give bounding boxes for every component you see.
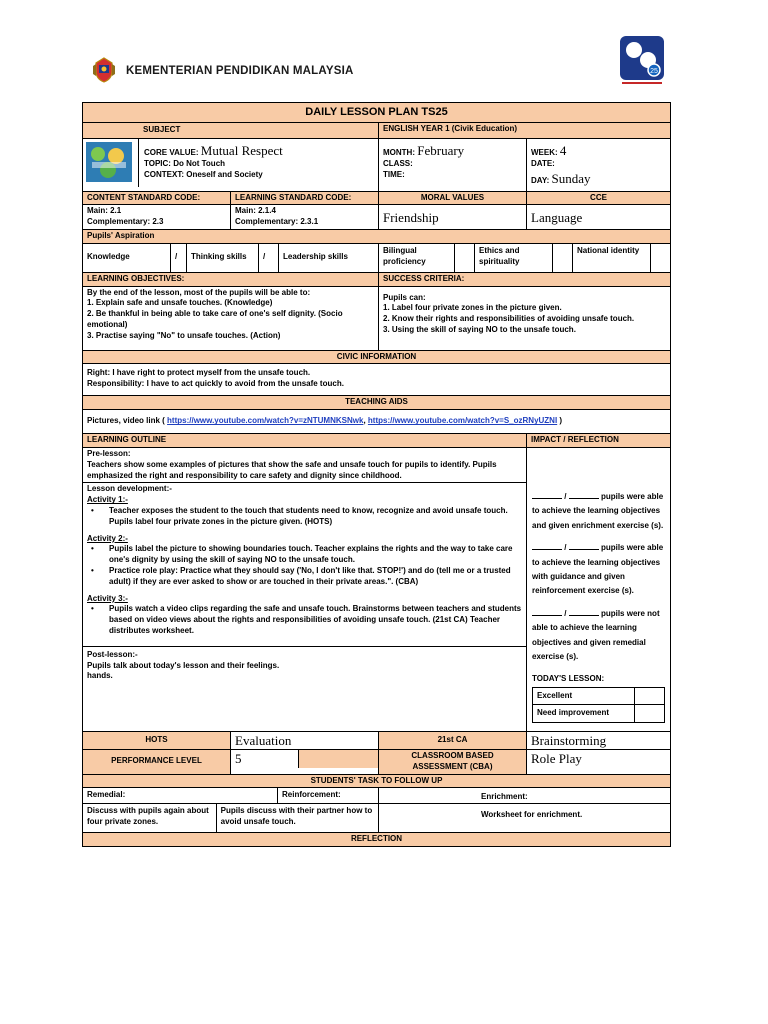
core-value-label: CORE VALUE: <box>144 147 199 157</box>
subject-label: SUBJECT <box>143 125 181 134</box>
moral-value: Friendship <box>383 209 439 225</box>
aspiration-thinking: Thinking skills <box>187 244 259 272</box>
impact-slash: / <box>564 492 567 502</box>
lesson-plan-table <box>82 102 671 847</box>
success-criteria-label: SUCCESS CRITERIA: <box>379 272 671 286</box>
activity-2-label: Activity 2:- <box>87 533 128 543</box>
todays-lesson-label: TODAY'S LESSON: <box>532 674 605 684</box>
activity-3-item: • Pupils watch a video clips regarding the safe and unsafe touch. Brainstorms between teachers and students based on video views about the rights and responsibilities of avoiding unsafe touch. (21st CA) Teacher distributes worksheet. <box>87 604 522 636</box>
civic-information-label: CIVIC INFORMATION <box>83 350 671 364</box>
followup-label: STUDENTS' TASK TO FOLLOW UP <box>83 774 671 788</box>
teaching-aids-suffix: ) <box>559 416 563 426</box>
cba-value: Role Play <box>531 751 582 767</box>
aspiration-national: National identity <box>573 244 651 272</box>
class-label: CLASS: <box>383 159 413 169</box>
activity-2-item: • Pupils label the picture to showing boundaries touch. Teacher explains the rights and the way to take care one's dignity by using the skill of saying NO to the unsafe touch. <box>87 544 522 566</box>
reinforcement-label: Reinforcement: <box>282 790 341 800</box>
subject-illustration-icon <box>86 142 132 182</box>
date-label: DATE: <box>531 159 555 169</box>
success-intro: Pupils can: <box>383 292 426 302</box>
ca21-label: 21st CA <box>379 731 527 750</box>
remedial-label: Remedial: <box>83 788 278 803</box>
context: CONTEXT: Oneself and Society <box>144 170 263 180</box>
week-label: WEEK: <box>531 147 558 157</box>
success-item: 2. Know their rights and responsibilities of avoiding unsafe touch. <box>383 314 635 324</box>
video-link-1[interactable]: https://www.youtube.com/watch?v=zNTUMNKSNwk <box>167 416 364 426</box>
time-label: TIME: <box>383 170 405 180</box>
todays-lesson-table <box>532 687 665 723</box>
aspiration-bilingual: Bilingual proficiency <box>379 244 455 272</box>
development-label: Lesson development:- <box>87 484 172 494</box>
performance-level-value: 5 <box>235 751 242 767</box>
week-value: 4 <box>559 142 567 158</box>
civic-right: Right: I have right to protect myself from the unsafe touch. <box>87 368 311 378</box>
day-label: DAY: <box>531 176 550 186</box>
learning-complementary: Complementary: 2.3.1 <box>235 217 319 227</box>
impact-achieved-enrichment: / pupils were able to achieve the learning objectives and given enrichment exercise (s). <box>532 492 664 530</box>
moral-values-label: MORAL VALUES <box>379 191 527 205</box>
pre-lesson-label: Pre-lesson: <box>87 449 131 459</box>
objectives-label: LEARNING OBJECTIVES: <box>83 272 379 286</box>
learning-main: Main: 2.1.4 <box>235 206 276 216</box>
ts25-logo-text: 25 <box>650 68 658 75</box>
subject-value: ENGLISH YEAR 1 (Civik Education) <box>379 123 671 139</box>
post-lesson-hands: hands. <box>87 671 113 681</box>
need-improvement-box[interactable] <box>635 705 665 722</box>
content-main: Main: 2.1 <box>87 206 122 216</box>
content-complementary: Complementary: 2.3 <box>87 217 164 227</box>
ts25-logo-icon <box>616 30 668 86</box>
cce-label: CCE <box>527 191 671 205</box>
ca21-value: Brainstorming <box>531 732 607 748</box>
activity-2-item: • Practice role play: Practice what they should say ('No, I don't like that. STOP!') and do (tell me or a trusted adult) if they are ever asked to show or are touched in their private areas.". (CBA) <box>87 566 522 588</box>
hots-label: HOTS <box>83 731 231 750</box>
enrichment-text: Worksheet for enrichment. <box>481 810 583 820</box>
impact-not-achieved: / pupils were not able to achieve the learning objectives and given remedial exercise (s). <box>532 608 660 661</box>
enrichment-label: Enrichment: <box>481 792 528 802</box>
activity-1-label: Activity 1:- <box>87 495 128 505</box>
objectives-intro: By the end of the lesson, most of the pupils will be able to: <box>87 287 311 297</box>
page-header <box>88 52 678 92</box>
reflection-label: REFLECTION <box>83 833 671 847</box>
plan-title: DAILY LESSON PLAN TS25 <box>305 106 448 118</box>
aspiration-knowledge-mark: / <box>171 244 187 272</box>
aspiration-thinking-mark: / <box>259 244 279 272</box>
ministry-name: KEMENTERIAN PENDIDIKAN MALAYSIA <box>126 65 354 77</box>
malaysia-crest-icon <box>90 56 118 84</box>
content-standard-label: CONTENT STANDARD CODE: <box>83 191 231 205</box>
excellent-label: Excellent <box>533 687 635 704</box>
performance-level-label: PERFORMANCE LEVEL <box>83 750 231 775</box>
aspiration-ethics: Ethics and spirituality <box>475 244 553 272</box>
learning-standard-label: LEARNING STANDARD CODE: <box>231 191 379 205</box>
impact-achieved-guidance: / pupils were able to achieve the learning objectives with guidance and given reinforcement exercise (s). <box>532 543 664 596</box>
video-link-2[interactable]: https://www.youtube.com/watch?v=S_ozRNyUZNI <box>367 416 558 426</box>
topic: TOPIC: Do Not Touch <box>144 159 226 169</box>
learning-outline-label: LEARNING OUTLINE <box>83 434 527 448</box>
post-lesson-text: Pupils talk about today's lesson and their feelings. <box>87 660 280 670</box>
civic-responsibility: Responsibility: I have to act quickly to avoid from the unsafe touch. <box>87 379 344 389</box>
excellent-box[interactable] <box>635 687 665 704</box>
reinforcement-text: Pupils discuss with their partner how to avoid unsafe touch. <box>220 806 373 827</box>
teaching-aids-prefix: Pictures, video link ( <box>87 416 165 426</box>
objective-item: 1. Explain safe and unsafe touches. (Knowledge) <box>87 298 273 308</box>
aspiration-leadership: Leadership skills <box>279 244 379 272</box>
impact-slash: / <box>564 543 567 553</box>
month-label: MONTH: <box>383 147 415 157</box>
need-improvement-label: Need improvement <box>533 705 635 722</box>
teaching-aids-label: TEACHING AIDS <box>83 396 671 410</box>
activity-1-item: • Teacher exposes the student to the touch that students need to know, recognize and avoid unsafe touch. Pupils label four private zones in the picture given. (HOTS) <box>87 506 522 528</box>
day-value: Sunday <box>551 171 591 187</box>
activity-3-label: Activity 3:- <box>87 593 128 603</box>
remedial-text: Discuss with pupils again about four private zones. <box>83 804 217 832</box>
impact-reflection-label: IMPACT / REFLECTION <box>527 434 671 448</box>
core-value: Mutual Respect <box>200 142 283 158</box>
post-lesson-label: Post-lesson:- <box>87 649 138 659</box>
month-value: February <box>417 142 465 158</box>
success-item: 3. Using the skill of saying NO to the unsafe touch. <box>383 325 576 335</box>
objective-item: 2. Be thankful in being able to take care of one's self dignity. (Socio emotional) <box>87 309 343 330</box>
impact-slash: / <box>564 608 567 618</box>
objective-item: 3. Practise saying "No" to unsafe touches. (Action) <box>87 330 281 340</box>
success-item: 1. Label four private zones in the picture given. <box>383 303 562 313</box>
cce-value: Language <box>531 209 583 225</box>
aspiration-label: Pupils' Aspiration <box>83 230 671 244</box>
pre-lesson-text: Teachers show some examples of pictures that show the safe and unsafe touch for pupils to identify. Pupils emphasized the right and responsibility to care safety and dignity since childhood. <box>87 459 497 480</box>
cba-label: CLASSROOM BASED ASSESSMENT (CBA) <box>379 750 527 775</box>
aspiration-knowledge: Knowledge <box>83 244 171 272</box>
hots-value: Evaluation <box>235 732 292 748</box>
teaching-aids-separator: , <box>363 416 366 426</box>
